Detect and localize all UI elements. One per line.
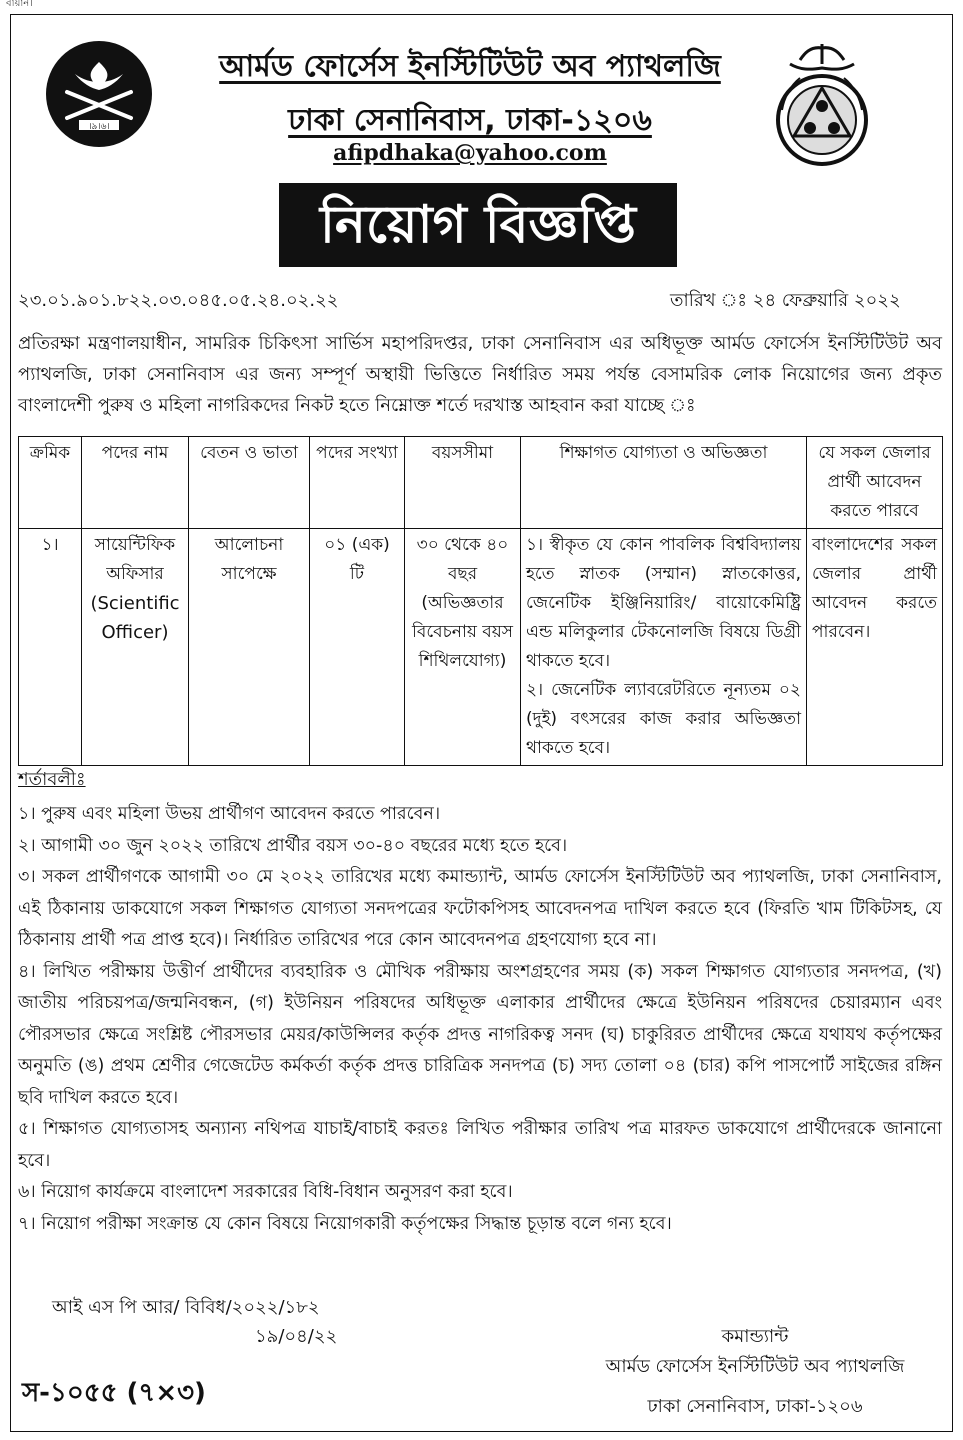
reference-number: আই এস পি আর/ বিবিধ/২০২২/১৮২: [52, 1297, 320, 1318]
signatory-address: ঢাকা সেনানিবাস, ঢাকা-১২০৬: [647, 1396, 863, 1417]
post-name-bn: সায়েন্টিফিক অফিসার: [94, 535, 176, 584]
svg-text:।৯।৬।: ।৯।৬।: [88, 122, 110, 132]
notice-date: তারিখ ঃ ২৪ ফেব্রুয়ারি ২০২২: [670, 290, 901, 311]
cell-count: ০১ (এক) টি: [310, 529, 405, 766]
col-salary: বেতন ও ভাতা: [189, 437, 310, 529]
top-edge-left: বায়ান।: [6, 0, 33, 8]
col-serial: ক্রমিক: [19, 437, 82, 529]
cell-districts: বাংলাদেশের সকল জেলার প্রার্থী আবেদন করতে পারবেন।: [807, 529, 943, 766]
qualification-1: ১। স্বীকৃত যে কোন পাবলিক বিশ্ববিদ্যালয় হতে স্নাতক (সম্মান) স্নাতকোত্তর, জেনেটিক ইঞ্জিনিয়ারিং/ বায়োকেমিষ্ট্রি এন্ড মলিকুলার টেকনোলজি বিষয়ে ডিগ্রী থাকতে হবে।: [526, 535, 801, 671]
term-item: ৪। লিখিত পরীক্ষায় উত্তীর্ণ প্রার্থীদের ব্যবহারিক ও মৌখিক পরীক্ষায় অংশগ্রহণের সময় (ক) সকল শিক্ষাগত যোগ্যতার সনদপত্র, (খ) জাতীয় পরিচয়পত্র/জন্মনিবন্ধন, (গ) ইউনিয়ন পরিষদের অধিভূক্ত এলাকার প্রার্থীদের ক্ষেত্রে ইউনিয়ন পরিষদের চেয়ারম্যান এবং পৌরসভার ক্ষেত্রে সংশ্লিষ্ট পৌরসভার মেয়র/কাউন্সিলর কর্তৃক প্রদত্ত নাগরিকত্ব সনদ (ঘ) চাকুরিরত প্রার্থীদের ক্ষেত্রে যথাযথ কর্তৃপক্ষের অনুমতি (ঙ) প্রথম শ্রেণীর গেজেটেড কর্মকর্তা কর্তৃক প্রদত্ত চারিত্রিক সনদপত্র (চ) সদ্য তোলা ০৪ (চার) কপি পাসপোর্ট সাইজের রঙ্গিন ছবি দাখিল করতে হবে।: [18, 961, 942, 1108]
term-item: ২। আগামী ৩০ জুন ২০২২ তারিখে প্রার্থীর বয়স ৩০-৪০ বছরের মধ্যে হতে হবে।: [18, 835, 568, 856]
intro-paragraph: প্রতিরক্ষা মন্ত্রণালয়াধীন, সামরিক চিকিৎসা সার্ভিস মহাপরিদপ্তর, ঢাকা সেনানিবাস এর অধিভূক্ত আর্মড ফোর্সেস ইনস্টিটিউট অব প্যাথলজি, ঢাকা সেনানিবাস এর জন্য সম্পূর্ণ অস্থায়ী ভিত্তিতে নির্ধারিত সময় পর্যন্ত বেসামরিক লোক নিয়োগের জন্য প্রকৃত বাংলাদেশী পুরুষ ও মহিলা নাগরিকদের নিকট হতে নিম্নোক্ত শর্তে দরখাস্ত আহবান করা যাচ্ছে ঃ: [18, 333, 942, 416]
terms-list: [18, 799, 942, 1240]
vacancy-table: [18, 436, 943, 766]
org-name: আর্মড ফোর্সেস ইনস্টিটিউট অব প্যাথলজি: [219, 49, 721, 84]
term-item: ৬। নিয়োগ কার্যক্রমে বাংলাদেশ সরকারের বিধি-বিধান অনুসরণ করা হবে।: [18, 1182, 513, 1202]
table-row: [19, 529, 943, 766]
reference-date: ১৯/০৪/২২: [255, 1326, 338, 1347]
crossed-swords-emblem-icon: [45, 40, 153, 148]
terms-title: শর্তাবলীঃ: [18, 769, 86, 790]
notice-title: নিয়োগ বিজ্ঞপ্তি: [279, 183, 677, 267]
col-age: বয়সসীমা: [405, 437, 521, 529]
cell-post: [82, 529, 189, 766]
org-address: ঢাকা সেনানিবাস, ঢাকা-১২০৬: [288, 103, 652, 138]
cell-age: ৩০ থেকে ৪০ বছর (অভিজ্ঞতার বিবেচনায় বয়স শিথিলযোগ্য): [405, 529, 521, 766]
qualification-2: ২। জেনেটিক ল্যাবরেটরিতে নূন্যতম ০২ (দুই) বৎসরের কাজ করার অভিজ্ঞতা থাকতে হবে।: [526, 680, 801, 758]
term-item: ৫। শিক্ষাগত যোগ্যতাসহ অন্যান্য নথিপত্র যাচাই/বাচাই করতঃ লিখিত পরীক্ষার তারিখ পত্র মারফত ডাকযোগে প্রার্থীদেরকে জানানো হবে।: [18, 1119, 942, 1171]
term-item: ৭। নিয়োগ পরীক্ষা সংক্রান্ত যে কোন বিষয়ে নিয়োগকারী কর্তৃপক্ষের সিদ্ধান্ত চূড়ান্ত বলে গন্য হবে।: [18, 1213, 672, 1234]
cell-serial: ১।: [19, 529, 82, 766]
top-edge-text: [0, 0, 963, 8]
cell-salary: আলোচনা সাপেক্ষে: [189, 529, 310, 766]
memo-number: ২৩.০১.৯০১.৮২২.০৩.০৪৫.০৫.২৪.০২.২২: [18, 290, 339, 311]
table-header-row: [19, 437, 943, 529]
col-qualification: শিক্ষাগত যোগ্যতা ও অভিজ্ঞতা: [521, 437, 807, 529]
col-post: পদের নাম: [82, 437, 189, 529]
term-item: ৩। সকল প্রার্থীগণকে আগামী ৩০ মে ২০২২ তারিখের মধ্যে কমান্ড্যান্ট, আর্মড ফোর্সেস ইনস্টিটিউট অব প্যাথলজি, ঢাকা সেনানিবাস, এই ঠিকানায় ডাকযোগে সকল শিক্ষাগত যোগ্যতা সনদপত্রের ফটোকপিসহ আবেদনপত্র দাখিল করতে হবে (ফিরতি খাম টিকিটসহ, যে ঠিকানায় প্রার্থী পত্র প্রাপ্ত হবে)। নির্ধারিত তারিখের পরে কোন আবেদনপত্র গ্রহণযোগ্য হবে না।: [18, 867, 942, 950]
signatory-title: কমান্ড্যান্ট: [721, 1326, 789, 1347]
org-email[interactable]: afipdhaka@yahoo.com: [333, 140, 607, 166]
col-count: পদের সংখ্যা: [310, 437, 405, 529]
col-districts: যে সকল জেলার প্রার্থী আবেদন করতে পারবে: [807, 437, 943, 529]
term-item: ১। পুরুষ এবং মহিলা উভয় প্রার্থীগণ আবেদন করতে পারবেন।: [18, 804, 441, 824]
signatory-org: আর্মড ফোর্সেস ইনস্টিটিউট অব প্যাথলজি: [605, 1356, 905, 1377]
cell-qualification: [521, 529, 807, 766]
military-medical-emblem-icon: [760, 40, 885, 170]
publication-code: স-১০৫৫ (৭×৩): [22, 1378, 206, 1408]
post-name-en: (Scientific Officer): [90, 593, 180, 643]
